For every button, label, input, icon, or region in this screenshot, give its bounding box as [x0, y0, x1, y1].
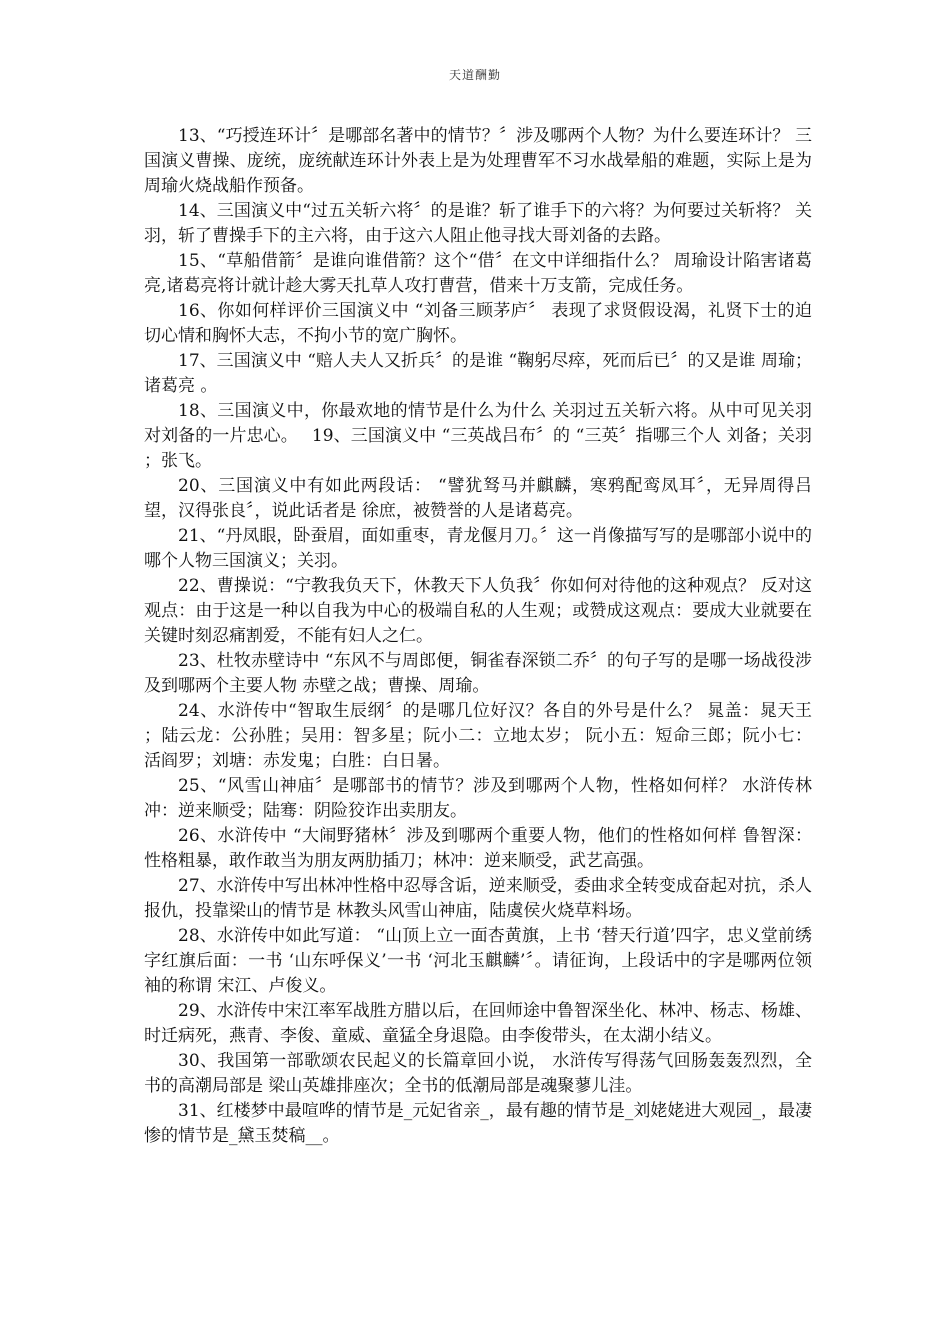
- paragraph-20: 20、三国演义中有如此两段话： “譬犹驽马并麒麟，寒鸦配鸾凤耳〞，无异周得吕望，汉得张良〞，说此话者是 徐庶，被赞誉的人是诸葛亮。: [144, 476, 812, 521]
- paragraph-27: 27、水浒传中写出林冲性格中忍辱含诟，逆来顺受，委曲求全转变成奋起对抗，杀人报仇，投靠梁山的情节是 林教头风雪山神庙，陆虞侯火烧草料场。: [144, 876, 812, 921]
- paragraph-28: 28、水浒传中如此写道： “山顶上立一面杏黄旗，上书 ‘替天行道’四字，忠义堂前绣字红旗后面：一书 ‘山东呼保义’一书 ‘河北玉麒麟’〞。请征询，上段话中的字是哪两位领袖的称谓 宋江、卢俊义。: [144, 926, 812, 996]
- paragraph-25: 25、“风雪山神庙〞是哪部书的情节？涉及到哪两个人物，性格如何样？ 水浒传林冲：逆来顺受；陆骞：阴险狡诈出卖朋友。: [144, 776, 812, 821]
- paragraph-21: 21、“丹凤眼，卧蚕眉，面如重枣，青龙偃月刀。〞这一肖像描写写的是哪部小说中的哪个人物三国演义；关羽。: [144, 526, 812, 571]
- paragraph-13: 13、“巧授连环计〞是哪部名著中的情节？〞涉及哪两个人物？为什么要连环计？ 三国演义曹操、庞统，庞统献连环计外表上是为处理曹军不习水战晕船的难题，实际上是为周瑜火烧战船作预备。: [144, 126, 812, 196]
- paragraph-16: 16、你如何样评价三国演义中 “刘备三顾茅庐〞 表现了求贤假设渴，礼贤下士的迫切心情和胸怀大志，不拘小节的宽广胸怀。: [144, 301, 812, 346]
- paragraph-17: 17、三国演义中 “赔人夫人又折兵〞的是谁 “鞠躬尽瘁，死而后已〞的又是谁 周瑜；诸葛亮 。: [144, 351, 812, 396]
- paragraph-30: 30、我国第一部歌颂农民起义的长篇章回小说， 水浒传写得荡气回肠轰轰烈烈，全书的高潮局部是 梁山英雄排座次；全书的低潮局部是魂聚蓼儿洼。: [144, 1051, 812, 1096]
- paragraph-26: 26、水浒传中 “大闹野猪林〞涉及到哪两个重要人物，他们的性格如何样 鲁智深：性格粗暴，敢作敢当为朋友两肋插刀；林冲：逆来顺受，武艺高强。: [144, 826, 812, 871]
- paragraph-18-19: 18、三国演义中，你最欢地的情节是什么为什么 关羽过五关斩六将。从中可见关羽对刘备的一片忠心。 19、三国演义中 “三英战吕布〞的 “三英〞指哪三个人 刘备；关羽 ；张飞。: [144, 401, 812, 471]
- paragraph-14: 14、三国演义中“过五关斩六将〞的是谁？斩了谁手下的六将？为何要过关斩将？ 关羽，斩了曹操手下的主六将，由于这六人阻止他寻找大哥刘备的去路。: [144, 201, 812, 246]
- paragraph-23: 23、杜牧赤壁诗中 “东风不与周郎便，铜雀春深锁二乔〞的句子写的是哪一场战役涉及到哪两个主要人物 赤壁之战；曹操、周瑜。: [144, 651, 812, 696]
- paragraph-29: 29、水浒传中宋江率军战胜方腊以后，在回师途中鲁智深坐化、林冲、杨志、杨雄、时迁病死，燕青、李俊、童威、童猛全身退隐。由李俊带头，在太湖小结义。: [144, 1001, 812, 1046]
- paragraph-15: 15、“草船借箭〞是谁向谁借箭？这个“借〞在文中详细指什么？ 周瑜设计陷害诸葛亮,诸葛亮将计就计趁大雾天扎草人攻打曹营，借来十万支箭，完成任务。: [144, 251, 812, 296]
- paragraph-31: 31、红楼梦中最喧哗的情节是_元妃省亲_，最有趣的情节是_刘姥姥进大观园_，最凄惨的情节是_黛玉焚稿__。: [144, 1101, 812, 1146]
- paragraph-24: 24、水浒传中“智取生辰纲〞的是哪几位好汉？各自的外号是什么？ 晁盖：晁天王 ；陆云龙：公孙胜；吴用：智多星；阮小二：立地太岁； 阮小五：短命三郎；阮小七：活阎罗；刘塘：赤发鬼；白胜：白日暑。: [144, 701, 812, 771]
- paragraph-22: 22、曹操说：“宁教我负天下，休教天下人负我〞你如何对待他的这种观点？ 反对这观点：由于这是一种以自我为中心的极端自私的人生观；或赞成这观点：要成大业就要在关键时刻忍痛割爱，不能有妇人之仁。: [144, 576, 812, 646]
- document-body: [144, 124, 812, 1149]
- page-header: 天道酬勤: [448, 68, 501, 82]
